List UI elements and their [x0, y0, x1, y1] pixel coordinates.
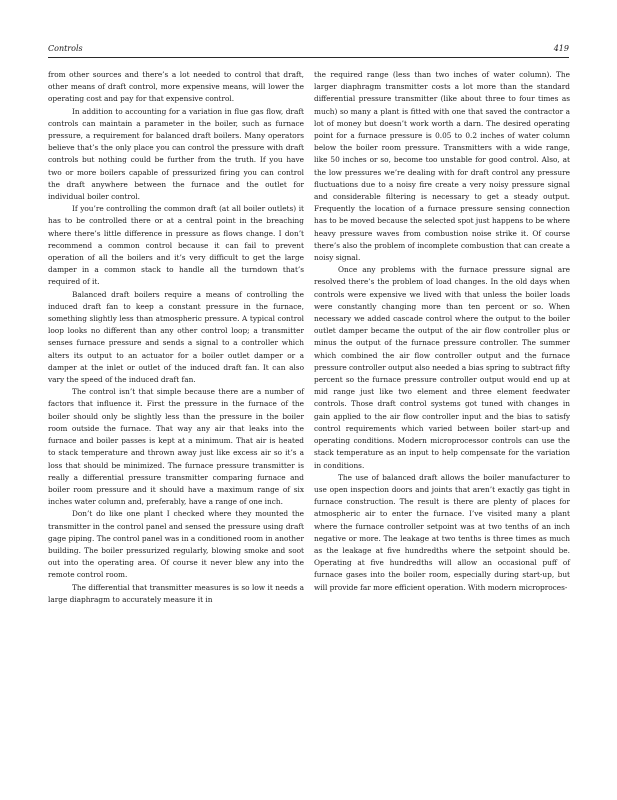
header-rule	[48, 57, 569, 58]
paragraph: The use of balanced draft allows the boiler manufacturer to use open inspection doors and joints that aren’t exactly gas tight in furnace construction. The result is there are plenty of places for atmospheric air to enter the furnace. I’ve visited many a plant where the furnace controller setpoint was at two tenths of an inch negative or more. The leakage at two tenths is three times as much as the leakage at five hundredths where the setpoint should be. Operating at five hundredths will allow an occasional puff of furnace gases into the boiler room, especially during start-up, but will provide far more efficient operation. With modern microproces-	[314, 472, 570, 592]
paragraph: In addition to accounting for a variation in flue gas flow, draft controls can maintain a parameter in the boiler, such as furnace pressure, a requirement for balanced draft boilers. Many operators believe that’s the only place you can control the pressure with draft controls but nothing could be further from the truth. If you have two or more boilers capable of pressurized firing you can control the draft anywhere between the furnace and the outlet for individual boiler control.	[48, 106, 304, 202]
paragraph: Once any problems with the furnace pressure signal are resolved there’s the problem of load changes. In the old days when controls were expensive we lived with that unless the boiler loads were constantly changing more than ten percent or so. When necessary we added cascade control where the output to the boiler outlet damper became the output of the air flow controller plus or minus the output of the furnace pressure controller. The summer which combined the air flow controller output and the furnace pressure controller output also needed a bias spring to subtract fifty percent so the furnace pressure controller output would end up at mid range just like two element and three element feedwater controls. Those draft control systems got tuned with changes in gain applied to the air flow controller input and the bias to satisfy control requirements which varied between boiler start-up and operating conditions. Modern microprocessor controls can use the stack temperature as an input to help compensate for the variation in conditions.	[314, 265, 570, 470]
paragraph: the required range (less than two inches of water column). The larger diaphragm transmitter costs a lot more than the standard differential pressure transmitter (like about three to four times as much) so many a plant is fitted with one that saved the contractor a lot of money but doesn’t work worth a darn. The desired operating point for a furnace pressure is 0.05 to 0.2 inches of water column below the boiler room pressure. Transmitters with a wide range, like 50 inches or so, become too unstable for good control. Also, at the low pressures we’re dealing with for draft control any pressure fluctuations due to a noisy fire create a very noisy pressure signal and considerable filtering is necessary to get a steady output. Frequently the location of a furnace pressure sensing connection has to be moved because the selected spot just happens to be where heavy pressure waves from combustion noise strike it. Of course there’s also the problem of incomplete combustion that can create a noisy signal.	[314, 70, 570, 263]
paragraph: from other sources and there’s a lot needed to control that draft, other means of draft control, more expensive means, will lower the operating cost and pay for that expensive control.	[48, 70, 304, 104]
page-number: 419	[553, 44, 569, 53]
left-column	[48, 69, 304, 606]
paragraph: The differential that transmitter measures is so low it needs a large diaphragm to accurately measure it in	[48, 582, 304, 604]
paragraph: Don’t do like one plant I checked where they mounted the transmitter in the control panel and sensed the pressure using draft gage piping. The control panel was in a conditioned room in another building. The boiler pressurized regularly, blowing smoke and soot out into the operating area. Of course it never blew any into the remote control room.	[48, 509, 304, 580]
chapter-title: Controls	[48, 44, 83, 53]
paragraph: The control isn’t that simple because there are a number of factors that influence it. First the pressure in the furnace of the boiler should only be slightly less than the pressure in the boiler room outside the furnace. That way any air that leaks into the furnace and boiler passes is kept at a minimum. That air is heated to stack temperature and thrown away just like excess air so it’s a loss that should be minimized. The furnace pressure transmitter is really a differential pressure transmitter comparing furnace and boiler room pressure and it should have a maximum range of six inches water column and, preferably, have a range of one inch.	[48, 387, 304, 507]
paragraph: Balanced draft boilers require a means of controlling the induced draft fan to keep a constant pressure in the furnace, something slightly less than atmospheric pressure. A typical control loop looks no different than any other control loop; a transmitter senses furnace pressure and sends a signal to a controller which alters its output to an actuator for a boiler outlet damper or a damper at the inlet or outlet of the induced draft fan. It can also vary the speed of the induced draft fan.	[48, 289, 304, 385]
paragraph: If you’re controlling the common draft (at all boiler outlets) it has to be controlled there or at a central point in the breaching where there’s little difference in pressure as flows change. I don’t recommend a common control because it can fail to prevent operation of all the boilers and it’s very difficult to get the large damper in a common stack to handle all the turndown that’s required of it.	[48, 204, 304, 287]
right-column	[314, 69, 570, 594]
